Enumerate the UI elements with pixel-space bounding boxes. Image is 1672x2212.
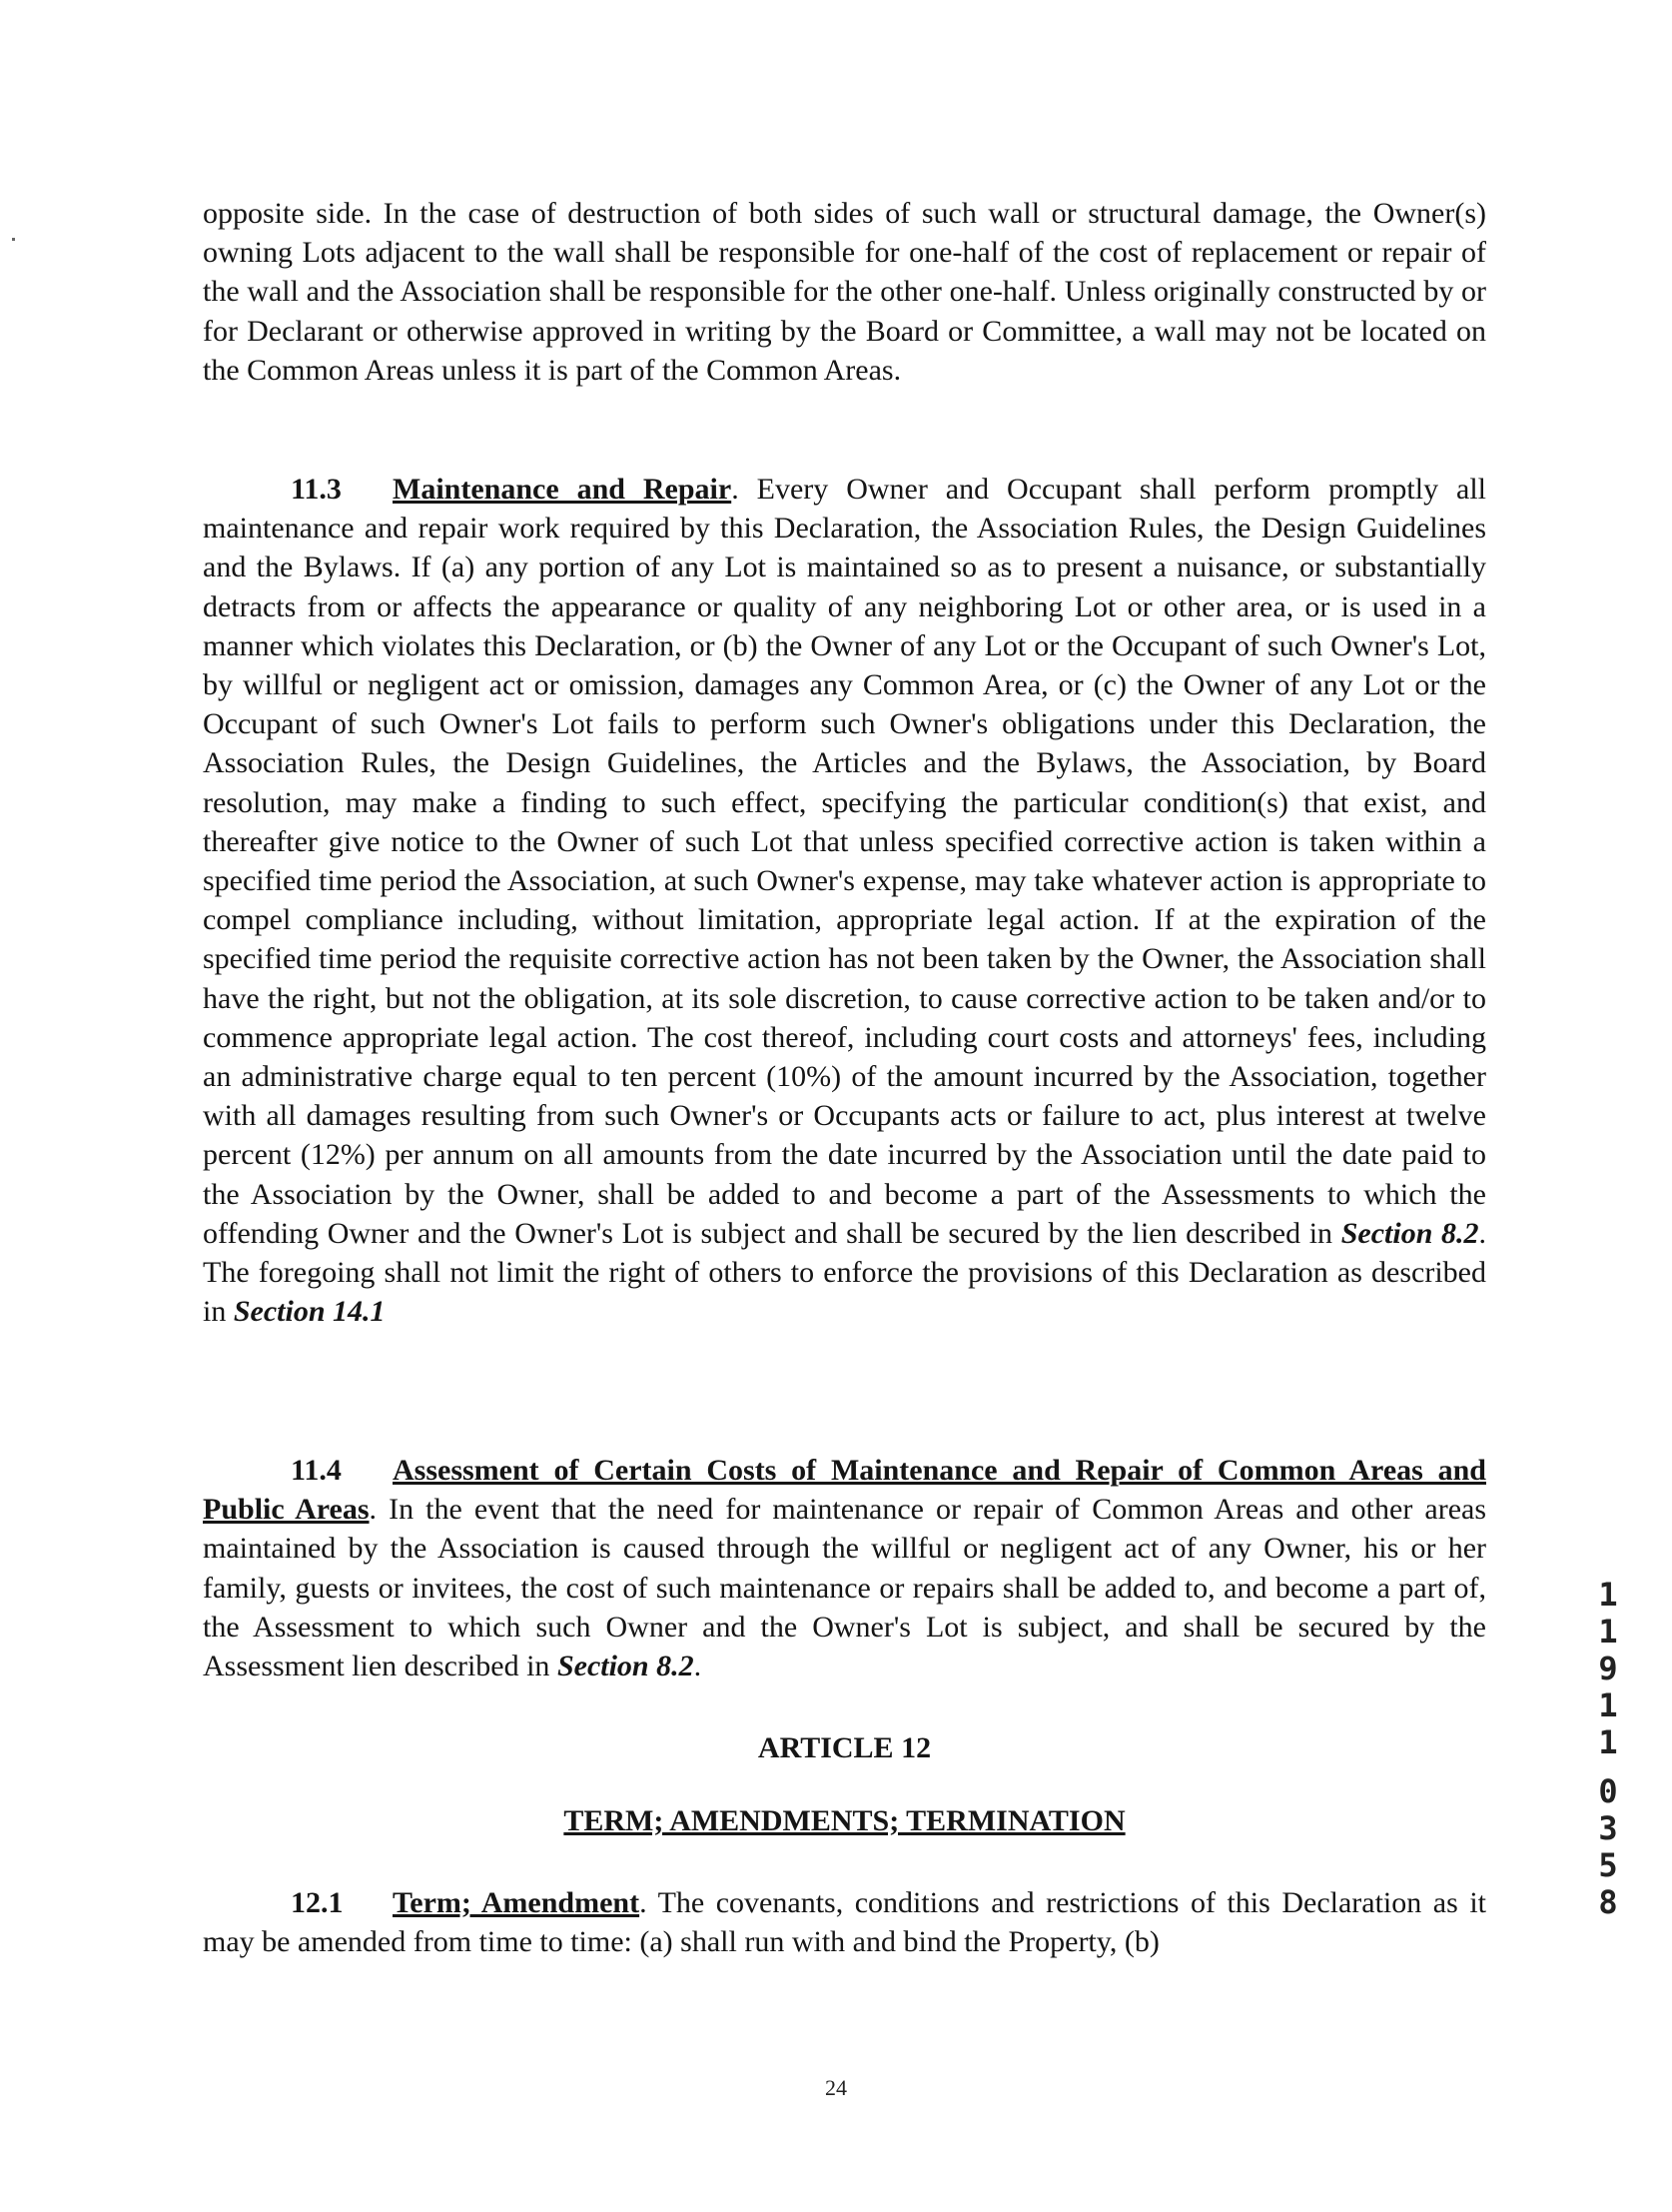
margin-stamp-upper xyxy=(1590,1577,1626,1761)
section-12-1 xyxy=(203,1883,1486,1961)
section-heading: Term; Amendment xyxy=(393,1886,640,1919)
section-heading: Assessment of Certain Costs of Maintenance and Repair of Common Areas and Public Areas xyxy=(203,1454,1486,1527)
stamp-digit: 1 xyxy=(1598,1723,1618,1761)
stamp-digit: 3 xyxy=(1598,1809,1618,1847)
page-number: 24 xyxy=(825,2075,847,2100)
section-body: . In the event that the need for maintenance or repair of Common Areas and other areas maintained by the Association is caused through the willful or negligent act of any Owner, his or her family, guests or invitees, the cost of such maintenance or repairs shall be added to, and become a part of, the Assessment to which such Owner and the Owner's Lot is subject, and shall be secured by the Assessment lien described in xyxy=(203,1493,1487,1683)
stamp-digit: 1 xyxy=(1598,1686,1618,1724)
section-number: 12.1 xyxy=(291,1886,344,1919)
section-body: . xyxy=(693,1650,702,1683)
stamp-digit: 9 xyxy=(1598,1650,1618,1687)
section-number: 11.4 xyxy=(291,1454,342,1487)
section-reference: Section 14.1 xyxy=(233,1295,386,1329)
article-number: ARTICLE 12 xyxy=(757,1731,932,1764)
section-reference: Section 8.2 xyxy=(556,1650,694,1683)
margin-stamp-lower xyxy=(1590,1773,1626,1921)
stamp-digit: 8 xyxy=(1598,1883,1618,1921)
section-heading: Maintenance and Repair xyxy=(393,473,732,506)
stamp-digit: 5 xyxy=(1598,1846,1618,1884)
stamp-digit: 0 xyxy=(1598,1772,1618,1810)
section-11-4 xyxy=(203,1451,1486,1685)
section-11-3 xyxy=(203,470,1486,1331)
stamp-digit: 1 xyxy=(1598,1613,1618,1651)
scan-speck xyxy=(12,238,15,241)
stamp-digit: 1 xyxy=(1598,1576,1618,1614)
section-number: 11.3 xyxy=(291,473,342,506)
section-body: . Every Owner and Occupant shall perform promptly all maintenance and repair work required by this Declaration, the Association Rules, the Design Guidelines and the Bylaws. If (a) any portion of any Lot is maintained so as to present a nuisance, or substantially detracts from or affects the appearance or quality of any neighboring Lot or other area, or is used in a manner which violates this Declaration, or (b) the Owner of any Lot or the Occupant of such Owner's Lot, by willful or negligent act or omission, damages any Common Area, or (c) the Owner of any Lot or the Occupant of such Owner's Lot fails to perform such Owner's obligations under this Declaration, the Association Rules, the Design Guidelines, the Articles and the Bylaws, the Association, by Board resolution, may make a finding to such effect, specifying the particular condition(s) that exist, and thereafter give notice to the Owner of such Lot that unless specified corrective action is taken within a specified time period the Association, at such Owner's expense, may take whatever action is appropriate to compel compliance including, without limitation, appropriate legal action. If at the expiration of the specified time period the requisite corrective action has not been taken by the Owner, the Association shall have the right, but not the obligation, at its sole discretion, to cause corrective action to be taken and/or to commence appropriate legal action. The cost thereof, including court costs and attorneys' fees, including an administrative charge equal to ten percent (10%) of the amount incurred by the Association, together with all damages resulting from such Owner's or Occupants acts or failure to act, plus interest at twelve percent (12%) per annum on all amounts from the date incurred by the Association until the date paid to the Association by the Owner, shall be added to and become a part of the Assessments to which the offending Owner and the Owner's Lot is subject and shall be secured by the lien described in xyxy=(203,473,1486,1250)
paragraph-text: opposite side. In the case of destruction of both sides of such wall or structural damage, the Owner(s) owning Lots adjacent to the wall shall be responsible for one-half of the cost of replacement or repair of the wall and the Association shall be responsible for the other one-half. Unless originally constructed by or for Declarant or otherwise approved in writing by the Board or Committee, a wall may not be located on the Common Areas unless it is part of the Common Areas. xyxy=(203,197,1486,387)
section-reference: Section 8.2 xyxy=(1340,1216,1479,1250)
paragraph-wall-continuation xyxy=(203,194,1486,390)
section-body: . The foregoing shall not limit the right of others to enforce the provisions of this Declaration as described in xyxy=(203,1216,1487,1329)
article-title: TERM; AMENDMENTS; TERMINATION xyxy=(563,1804,1126,1837)
section-body: . The covenants, conditions and restrictions of this Declaration as it may be amended from time to time: (a) shall run with and bind the Property, (b) xyxy=(203,1886,1486,1959)
